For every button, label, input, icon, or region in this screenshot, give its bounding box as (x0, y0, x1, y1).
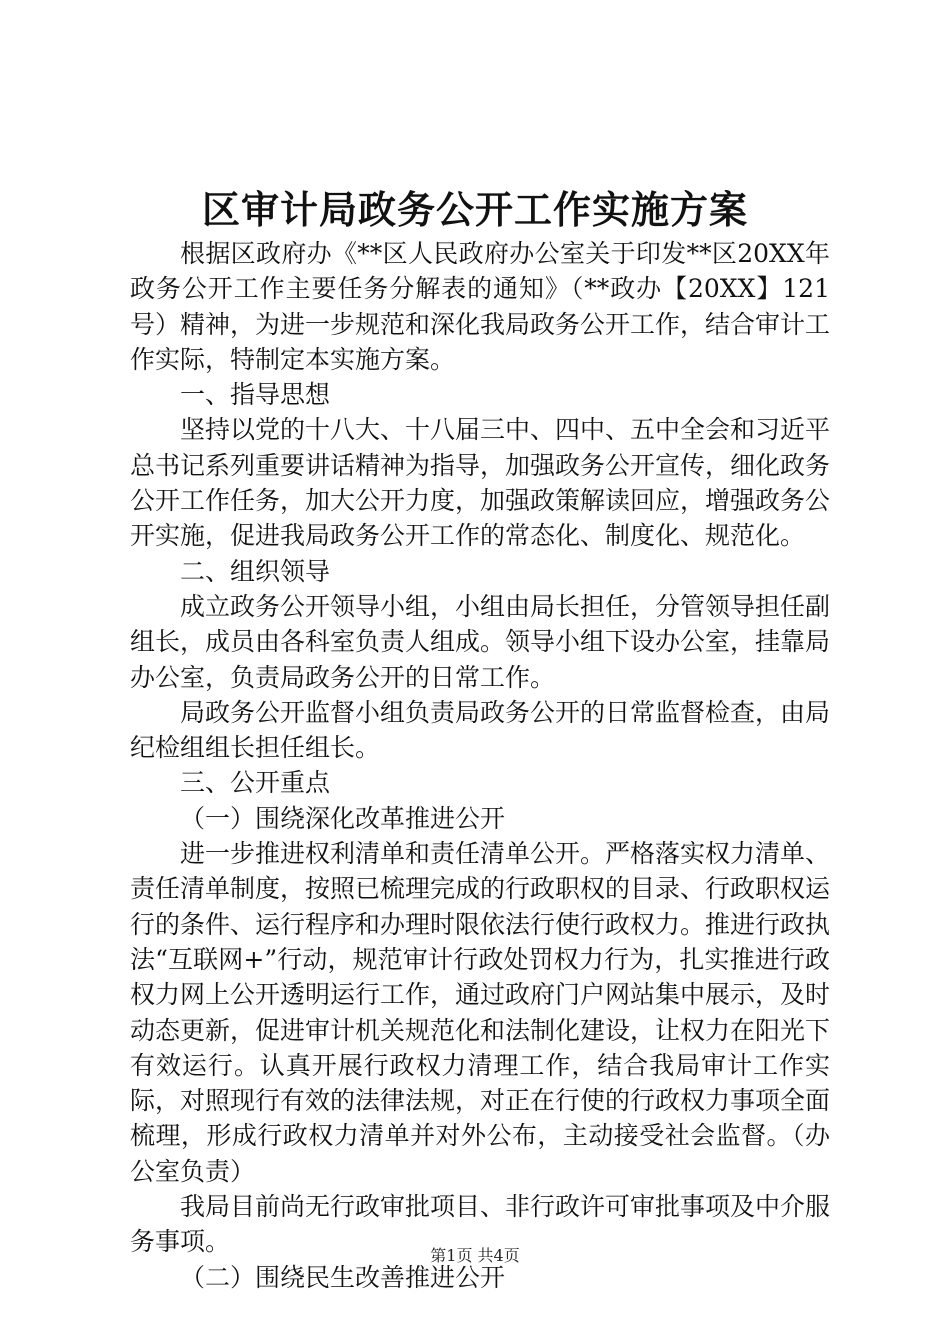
section-heading-organization: 二、组织领导 (180, 556, 331, 586)
paragraph-supervision-group: 局政务公开监督小组负责局政务公开的日常监督检查，由局纪检组组长担任组长。 (130, 697, 831, 763)
section-heading-guiding-ideology: 一、指导思想 (180, 380, 331, 410)
paragraph-guiding-ideology: 坚持以党的十八大、十八届三中、四中、五中全会和习近平总书记系列重要讲话精神为指导，加强政务公开宣传，细化政务公开工作任务，加大公开力度，加强政策解读回应，增强政务公开实施，促进我局政务公开工作的常态化、制度化、规范化。 (130, 415, 831, 551)
paragraph-intro: 根据区政府办《**区人民政府办公室关于印发**区20XX年政务公开工作主要任务分解表的通知》（**政办【20XX】121号）精神，为进一步规范和深化我局政务公开工作，结合审计工作实际，特制定本实施方案。 (130, 239, 831, 374)
subsection-heading-reform: （一）围绕深化改革推进公开 (180, 803, 506, 833)
subsection-heading-livelihood: （二）围绕民生改善推进公开 (180, 1262, 506, 1292)
paragraph-power-list: 进一步推进权利清单和责任清单公开。严格落实权力清单、责任清单制度，按照已梳理完成的行政职权的目录、行政职权运行的条件、运行程序和办理时限依法行使行政权力。推进行政执法“互联网+”行动，规范审计行政处罚权力行为，扎实推进行政权力网上公开透明运行工作，通过政府门户网站集中展示，及时动态更新，促进审计机关规范化和法制化建设，让权力在阳光下有效运行。认真开展行政权力清理工作，结合我局审计工作实际，对照现行有效的法律法规，对正在行使的行政权力事项全面梳理，形成行政权力清单并对外公布，主动接受社会监督。（办公室负责） (130, 839, 831, 1186)
document-body (130, 236, 830, 1295)
paragraph-leading-group: 成立政务公开领导小组，小组由局长担任，分管领导担任副组长，成员由各科室负责人组成。领导小组下设办公室，挂靠局办公室，负责局政务公开的日常工作。 (130, 591, 831, 692)
section-heading-key-points: 三、公开重点 (180, 768, 331, 798)
document-title: 区审计局政务公开工作实施方案 (201, 187, 748, 232)
page-number: 第1页 共4页 (430, 1246, 520, 1265)
paragraph-no-approval-items: 我局目前尚无行政审批项目、非行政许可审批事项及中介服务事项。 (130, 1192, 831, 1257)
